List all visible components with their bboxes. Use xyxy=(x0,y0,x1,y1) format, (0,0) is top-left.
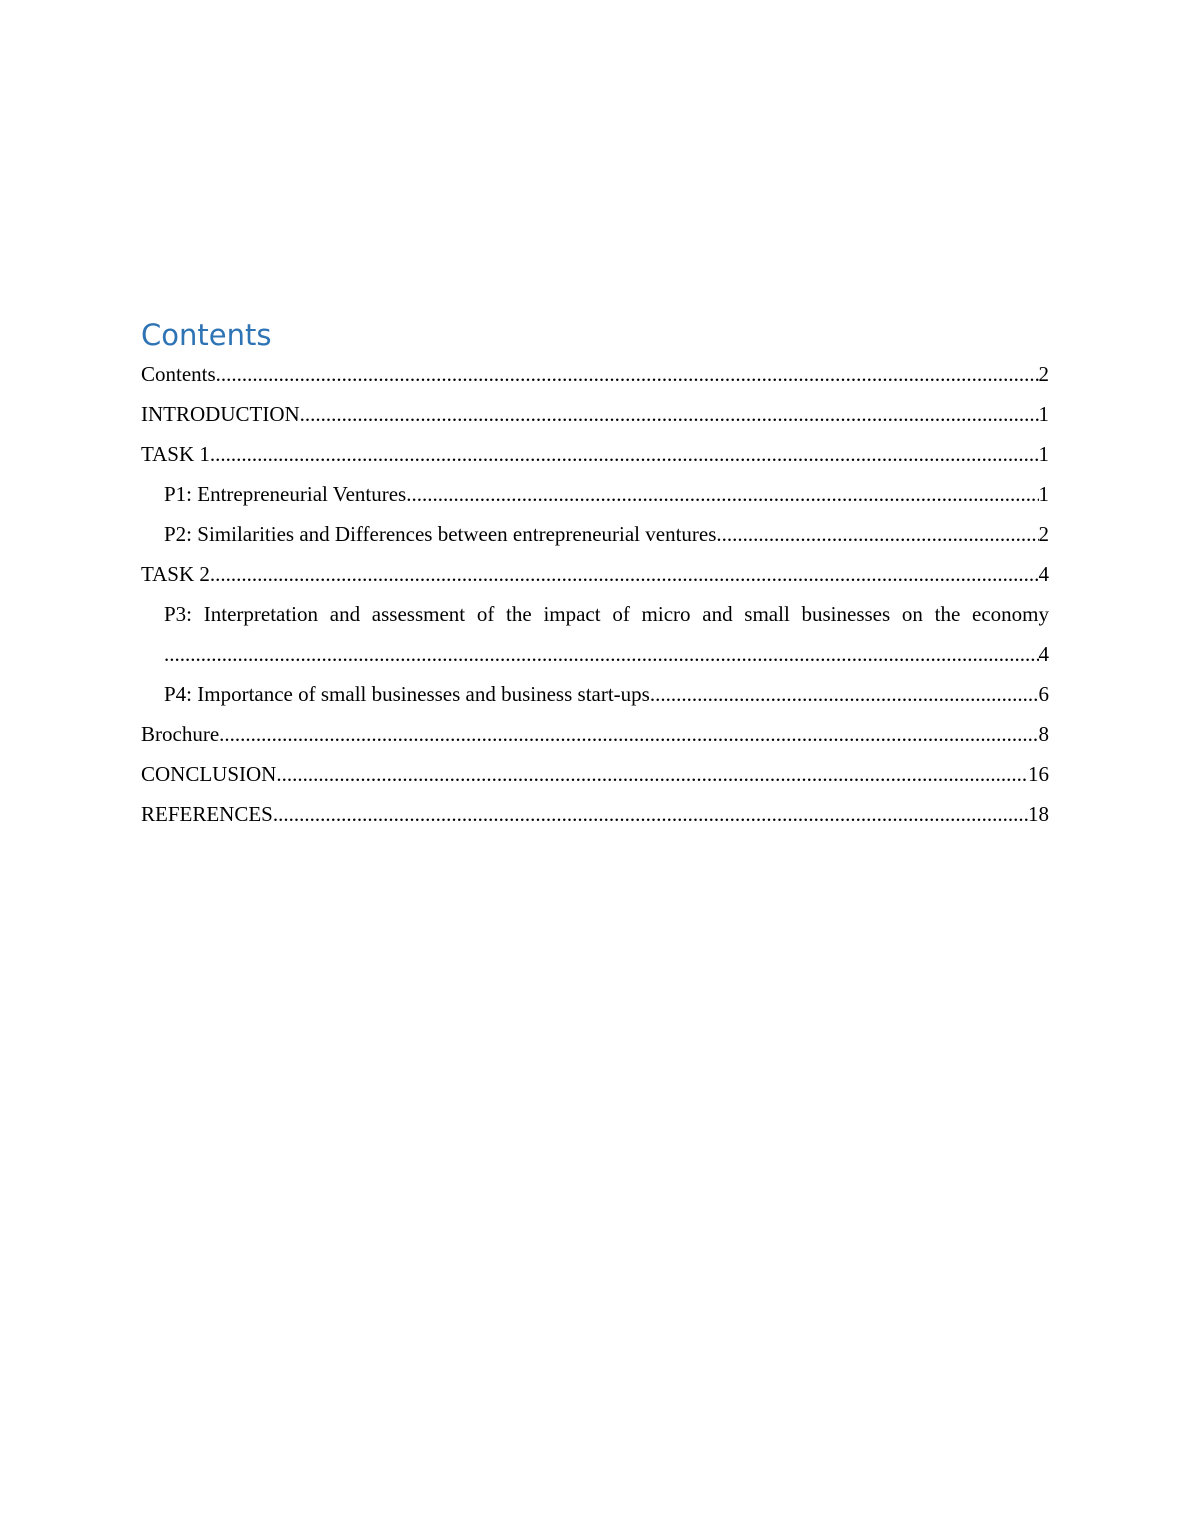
dot-leader xyxy=(216,354,1039,394)
dot-leader xyxy=(406,474,1038,514)
toc-title: Contents xyxy=(141,318,272,352)
dot-leader xyxy=(210,434,1039,474)
dot-leader xyxy=(716,514,1038,554)
dot-leader xyxy=(300,394,1039,434)
toc-entry-page: 18 xyxy=(1028,802,1049,826)
toc-entry-page: 8 xyxy=(1038,722,1049,746)
dot-leader xyxy=(276,754,1028,794)
toc-entry-page: 1 xyxy=(1038,442,1049,466)
toc-entry-page: 4 xyxy=(1038,642,1049,666)
toc-entry-p2[interactable] xyxy=(141,514,1049,554)
toc-entry-label: CONCLUSION xyxy=(141,762,277,786)
toc-entry-label: P3: Interpretation and assessment of the impact of micro and small businesses on the economy xyxy=(164,602,1049,626)
toc-entry-label: P4: Importance of small businesses and business start-ups xyxy=(164,682,650,706)
toc-entry-label: P1: Entrepreneurial Ventures xyxy=(164,482,407,506)
toc-entry-p4[interactable] xyxy=(141,674,1049,714)
toc-entry-task-1[interactable] xyxy=(141,434,1049,474)
dot-leader xyxy=(273,794,1028,834)
toc-entry-page: 2 xyxy=(1038,522,1049,546)
toc-entry-p3[interactable] xyxy=(141,594,1049,674)
toc-entry-label: P2: Similarities and Differences between entrepreneurial ventures xyxy=(164,522,717,546)
toc-entry-label: Brochure xyxy=(141,722,220,746)
dot-leader xyxy=(164,634,1039,674)
toc-entry-label: TASK 1 xyxy=(141,442,210,466)
toc-entry-label: Contents xyxy=(141,362,216,386)
toc-entry-page: 1 xyxy=(1038,482,1049,506)
dot-leader xyxy=(650,674,1039,714)
toc-entry-page: 2 xyxy=(1038,362,1049,386)
toc-entry-task-2[interactable] xyxy=(141,554,1049,594)
toc-entry-introduction[interactable] xyxy=(141,394,1049,434)
toc-entry-page: 1 xyxy=(1038,402,1049,426)
toc-entry-p1[interactable] xyxy=(141,474,1049,514)
toc-entry-page: 16 xyxy=(1028,762,1049,786)
toc-entry-label: REFERENCES xyxy=(141,802,273,826)
toc-entry-references[interactable] xyxy=(141,794,1049,834)
toc-entry-page: 4 xyxy=(1038,562,1049,586)
toc-entry-conclusion[interactable] xyxy=(141,754,1049,794)
dot-leader xyxy=(219,714,1038,754)
dot-leader xyxy=(210,554,1039,594)
toc-entry-label: INTRODUCTION xyxy=(141,402,300,426)
toc-entry-page: 6 xyxy=(1038,682,1049,706)
toc-entry-label: TASK 2 xyxy=(141,562,210,586)
toc-entry-contents[interactable] xyxy=(141,354,1049,394)
table-of-contents xyxy=(141,316,1049,834)
toc-entry-brochure[interactable] xyxy=(141,714,1049,754)
